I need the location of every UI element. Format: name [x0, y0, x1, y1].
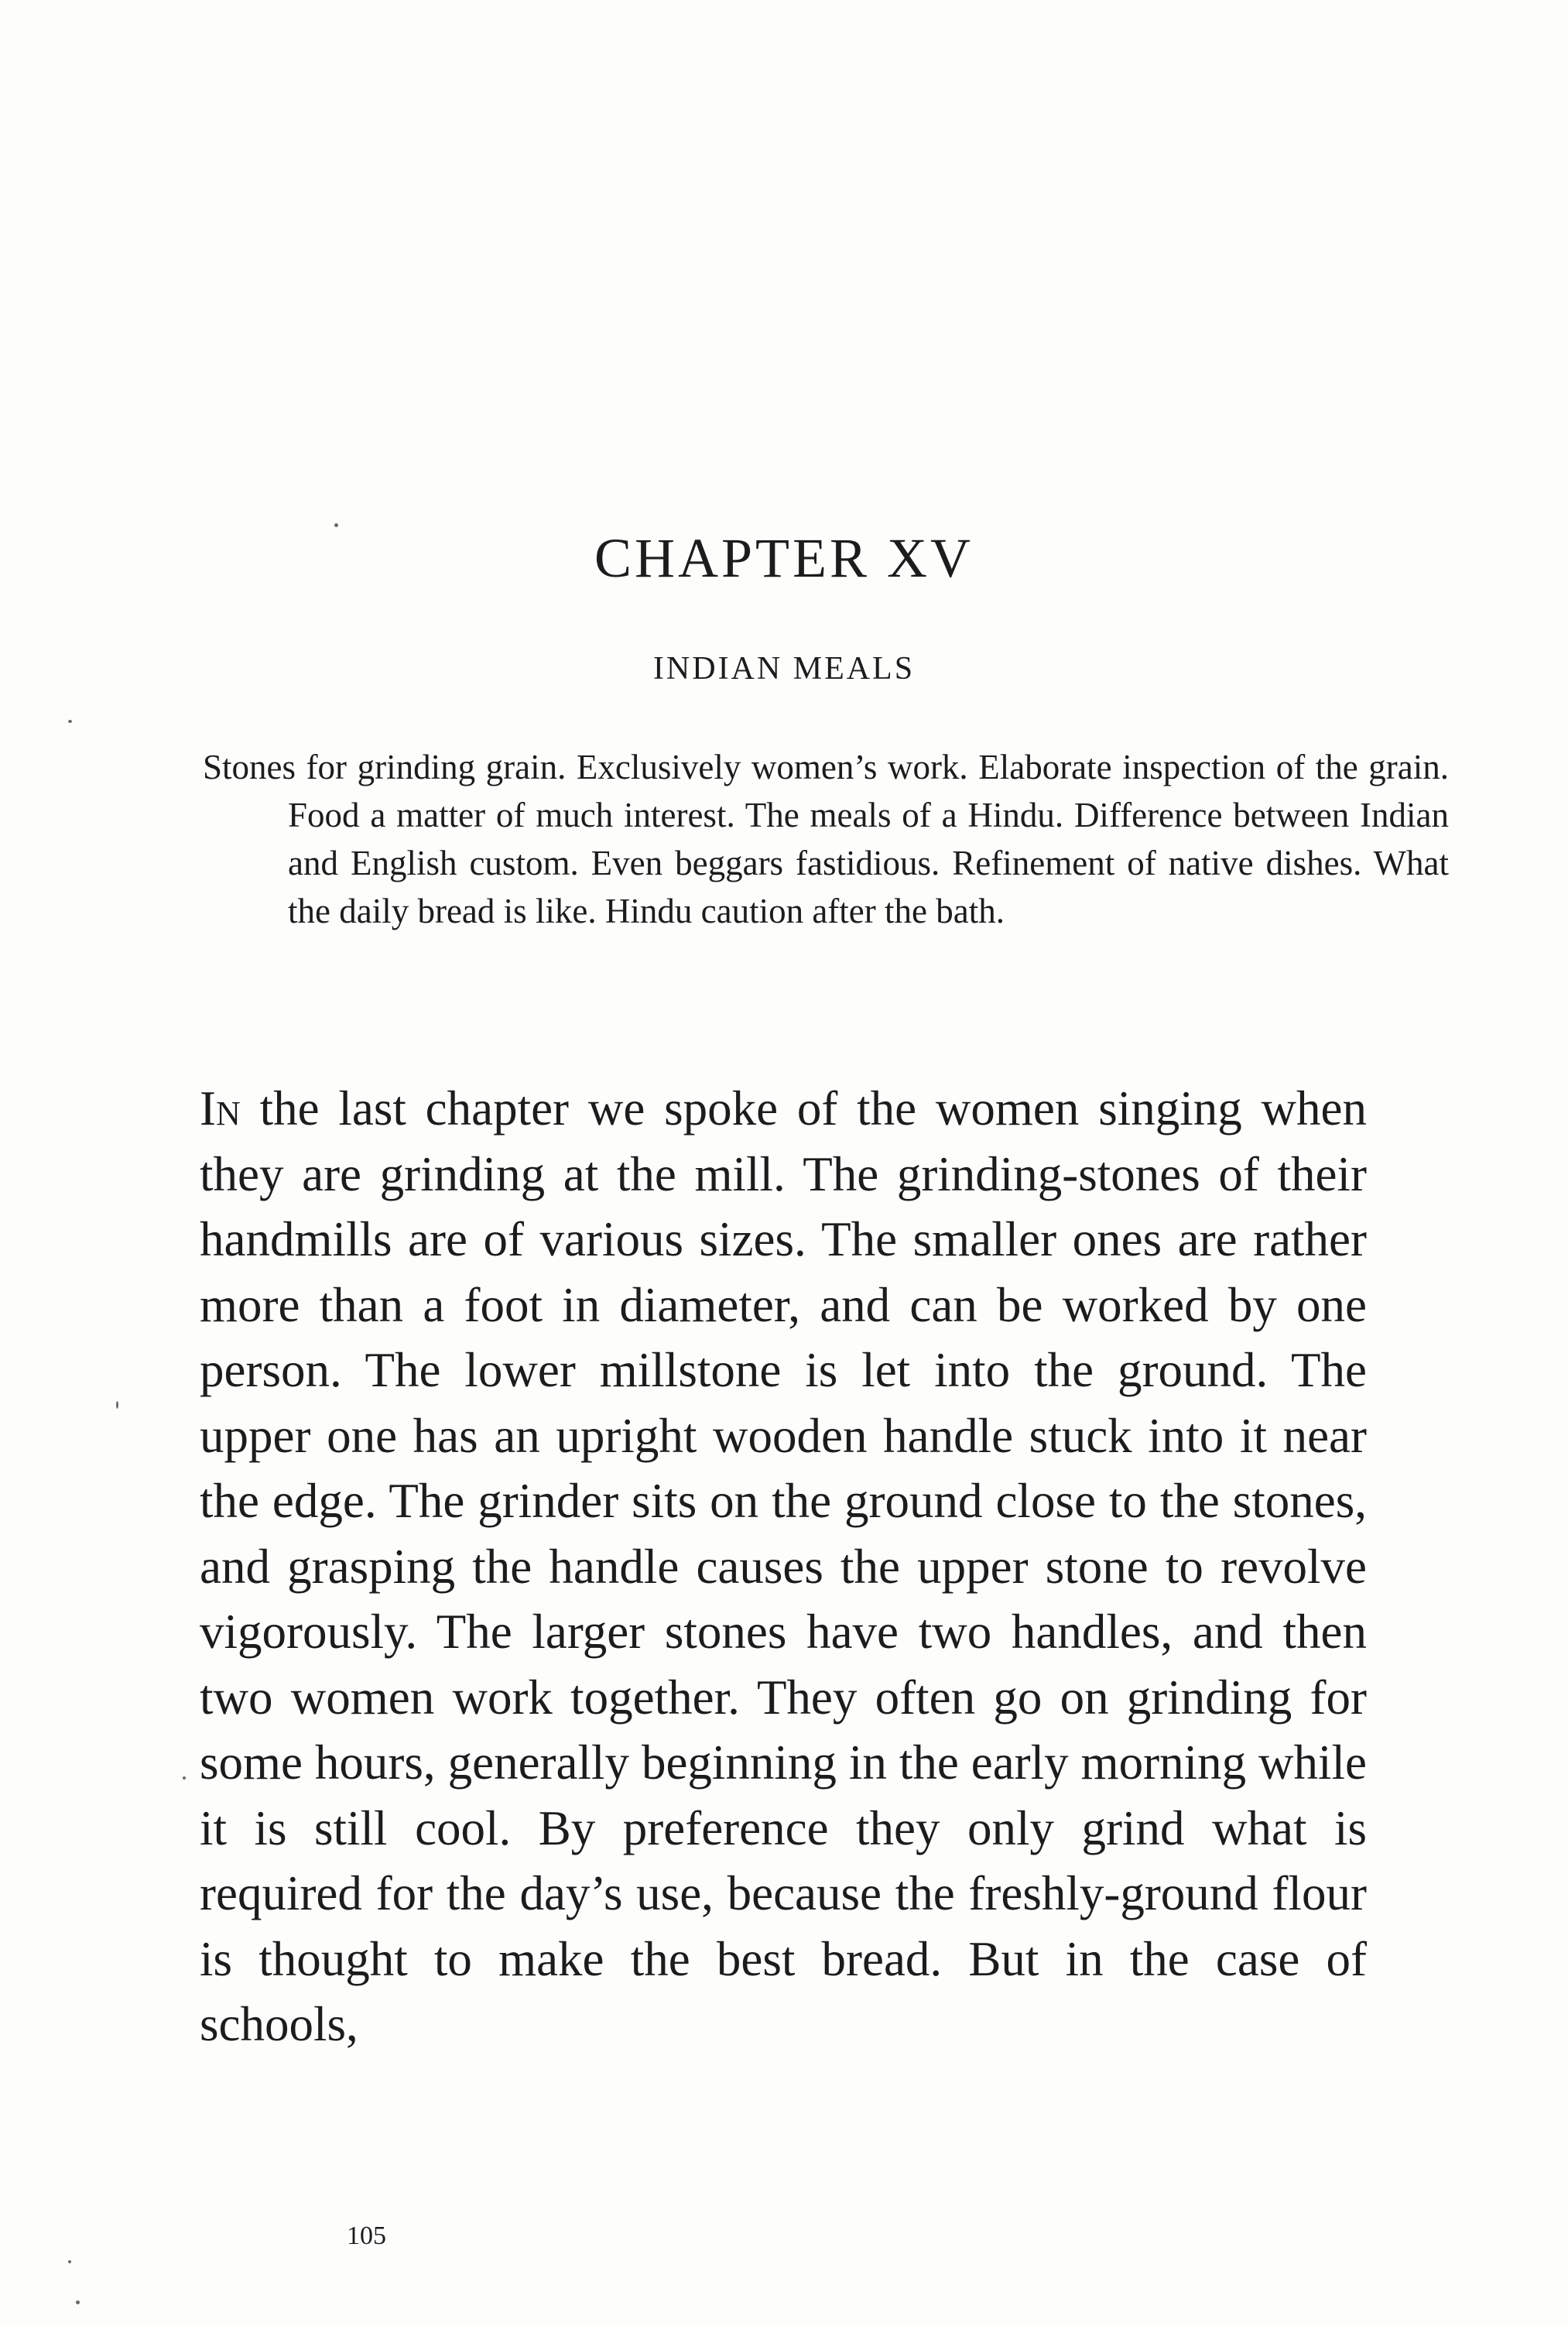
- margin-speck: [116, 1401, 118, 1409]
- margin-speck: [68, 720, 72, 723]
- chapter-title: CHAPTER XV: [594, 527, 974, 589]
- margin-speck: [76, 2300, 80, 2304]
- drop-lead-word: In: [200, 1081, 241, 1136]
- margin-speck: [68, 2260, 71, 2263]
- chapter-summary: Stones for grinding grain. Exclusively women’s work. Elaborate inspection of the grain. Food a matter of much interest. The meals of a Hindu. Difference between Indian and English custom. Even beggars fastidious. Refinement of native dishes. What the daily bread is like. Hindu caution after the bath.: [203, 748, 1449, 930]
- body-text: the last chapter we spoke of the women singing when they are grinding at the mill. The grinding-stones of their handmills are of various sizes. The smaller ones are rather more than a foot in diameter, and can be worked by one person. The lower millstone is let into the ground. The upper one has an upright wooden handle stuck into it near the edge. The grinder sits on the ground close to the stones, and grasping the handle causes the upper stone to revolve vigorously. The larger stones have two handles, and then two women work together. They often go on grinding for some hours, generally beginning in the early morning while it is still cool. By preference they only grind what is required for the day’s use, because the freshly-ground flour is thought to make the best bread. But in the case of schools,: [200, 1081, 1367, 2051]
- page-number: 105: [347, 2222, 386, 2250]
- body-paragraph: [200, 1076, 1367, 2057]
- margin-speck: [183, 1776, 186, 1780]
- chapter-subtitle: INDIAN MEALS: [652, 651, 916, 687]
